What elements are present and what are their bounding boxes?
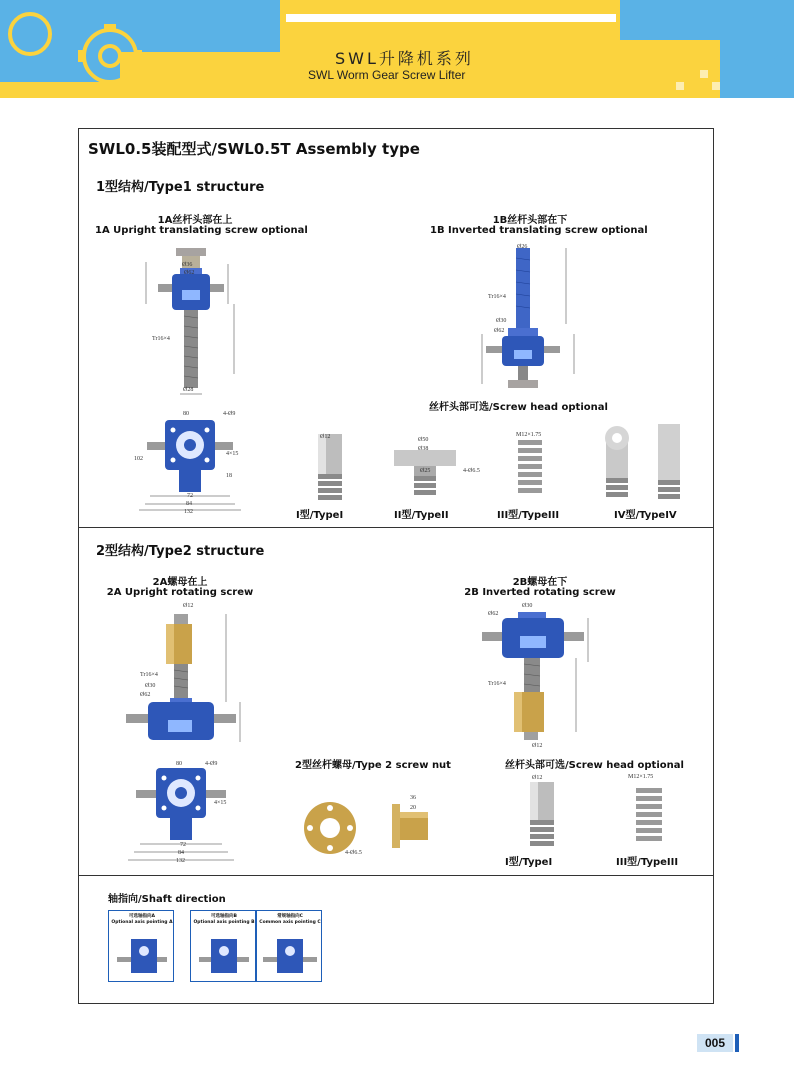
type2-screw-nut-drawing [300, 790, 440, 870]
dim-head1-d12: Ø12 [320, 434, 331, 440]
type2-nut-label: 2型丝杆螺母/Type 2 screw nut [295, 760, 451, 771]
screw-head-type1-label: I型/TypeI [296, 510, 344, 521]
divider-type1-type2 [78, 527, 714, 528]
type1-screw-head-label: 丝杆头部可选/Screw head optional [429, 402, 608, 413]
dim-top1-4x15: 4×15 [226, 451, 239, 457]
dim-1b-d30: Ø30 [496, 318, 507, 324]
type2-head1-label: I型/TypeI [505, 857, 553, 868]
dim-2a-tr16: Tr16×4 [140, 672, 158, 678]
dim-top1-4d9: 4-Ø9 [223, 411, 236, 417]
type1a-lifter-drawing [138, 244, 248, 404]
shaft-option-a-en: Optional axis pointing A [111, 920, 173, 925]
dim-nut-4d65: 4-Ø6.5 [345, 850, 362, 856]
dim-top2-4d9: 4-Ø9 [205, 761, 218, 767]
dim-2head3-m12: M12×1.75 [628, 774, 654, 780]
dim-head2-d38: Ø38 [418, 446, 429, 452]
dim-top2-4x15: 4×15 [214, 800, 227, 806]
dim-head3-m12: M12×1.75 [516, 432, 542, 438]
shaft-option-b-en: Optional axis pointing B [193, 920, 255, 925]
type2b-lifter-drawing [478, 602, 618, 752]
type2a-caption-cn: 2A螺母在上 [152, 577, 208, 588]
screw-head-type3-label: III型/TypeIII [497, 510, 560, 521]
shaft-option-a-icon [115, 933, 169, 979]
dim-top1-18: 18 [226, 473, 232, 479]
shaft-option-b-icon [197, 933, 251, 979]
type2-heading: 2型结构/Type2 structure [96, 544, 265, 559]
dim-top1-72: 72 [187, 493, 193, 499]
dim-nut-36: 36 [410, 795, 416, 801]
shaft-option-c [256, 910, 322, 982]
screw-head-type3-drawing [500, 428, 560, 503]
dim-top1-132: 132 [184, 509, 193, 515]
dim-2b-d62: Ø62 [488, 611, 499, 617]
divider-type2-shaft [78, 875, 714, 876]
type1b-caption-en: 1B Inverted translating screw optional [430, 225, 648, 236]
type1a-caption-cn: 1A丝杆头部在上 [157, 215, 233, 226]
dim-top1-84: 84 [186, 501, 192, 507]
dim-2b-d12: Ø12 [532, 743, 543, 749]
dim-head2-d50: Ø50 [418, 437, 429, 443]
dim-head2-4d65: 4-Ø6.5 [463, 468, 480, 474]
type2b-caption-en: 2B Inverted rotating screw [464, 587, 616, 598]
type2a-lifter-drawing [118, 602, 258, 752]
shaft-option-b-cn: 可选轴指向B [211, 914, 237, 919]
shaft-option-c-icon [263, 933, 317, 979]
dim-top2-132: 132 [176, 858, 185, 864]
type1-top-view-drawing [135, 410, 245, 515]
dim-nut-20: 20 [410, 805, 416, 811]
shaft-option-c-en: Common axis pointing C [259, 920, 321, 925]
type1b-caption-cn: 1B丝杆头部在下 [492, 215, 568, 226]
dim-1a-d28: Ø28 [183, 387, 194, 393]
dim-top2-80: 80 [176, 761, 182, 767]
screw-head-type4-drawing [592, 414, 692, 504]
dim-1b-d26: Ø26 [517, 244, 528, 250]
dim-2a-d62: Ø62 [140, 692, 151, 698]
type2-screw-head-type3-drawing [622, 776, 682, 850]
shaft-direction-heading: 轴指向/Shaft direction [108, 894, 226, 905]
screw-head-type2-label: II型/TypeII [394, 510, 449, 521]
screw-head-type4-label: IV型/TypeIV [614, 510, 677, 521]
dim-2b-d30: Ø30 [522, 603, 533, 609]
dim-2b-tr16: Tr16×4 [488, 681, 506, 687]
dim-2a-d30: Ø30 [145, 683, 156, 689]
type1a-caption-en: 1A Upright translating screw optional [95, 225, 308, 236]
type2a-caption-en: 2A Upright rotating screw [106, 587, 254, 598]
page-header [0, 0, 794, 98]
dim-top2-72: 72 [180, 842, 186, 848]
section-title: SWL0.5装配型式/SWL0.5T Assembly type [88, 140, 420, 158]
shaft-option-a [108, 910, 174, 982]
dim-1b-d62: Ø62 [494, 328, 505, 334]
dim-2head1-d12: Ø12 [532, 775, 543, 781]
type1b-lifter-drawing [478, 244, 588, 394]
type1-heading: 1型结构/Type1 structure [96, 180, 265, 195]
type2-screw-head-label: 丝杆头部可选/Screw head optional [505, 760, 684, 771]
page-number: 005 [697, 1034, 733, 1052]
type2-screw-head-type1-drawing [512, 776, 572, 850]
dim-top1-80: 80 [183, 411, 189, 417]
dim-top2-84: 84 [178, 850, 184, 856]
type2b-caption-cn: 2B螺母在下 [512, 577, 568, 588]
dim-head2-d25: Ø25 [420, 468, 431, 474]
shaft-option-a-cn: 可选轴指向A [129, 914, 155, 919]
dim-1a-d36: Ø36 [182, 262, 193, 268]
dim-1a-tr16: Tr16×4 [152, 336, 170, 342]
header-title-cn: SWL升降机系列 [335, 49, 474, 68]
dim-top1-102: 102 [134, 456, 143, 462]
dim-2a-d12: Ø12 [183, 603, 194, 609]
dim-1b-tr16: Tr16×4 [488, 294, 506, 300]
shaft-option-c-cn: 常规轴指向C [277, 914, 303, 919]
page-number-bar [735, 1034, 739, 1052]
type2-head3-label: III型/TypeIII [616, 857, 679, 868]
shaft-option-b [190, 910, 256, 982]
dim-1a-d62: Ø62 [184, 270, 195, 276]
header-title-en: SWL Worm Gear Screw Lifter [308, 68, 466, 82]
